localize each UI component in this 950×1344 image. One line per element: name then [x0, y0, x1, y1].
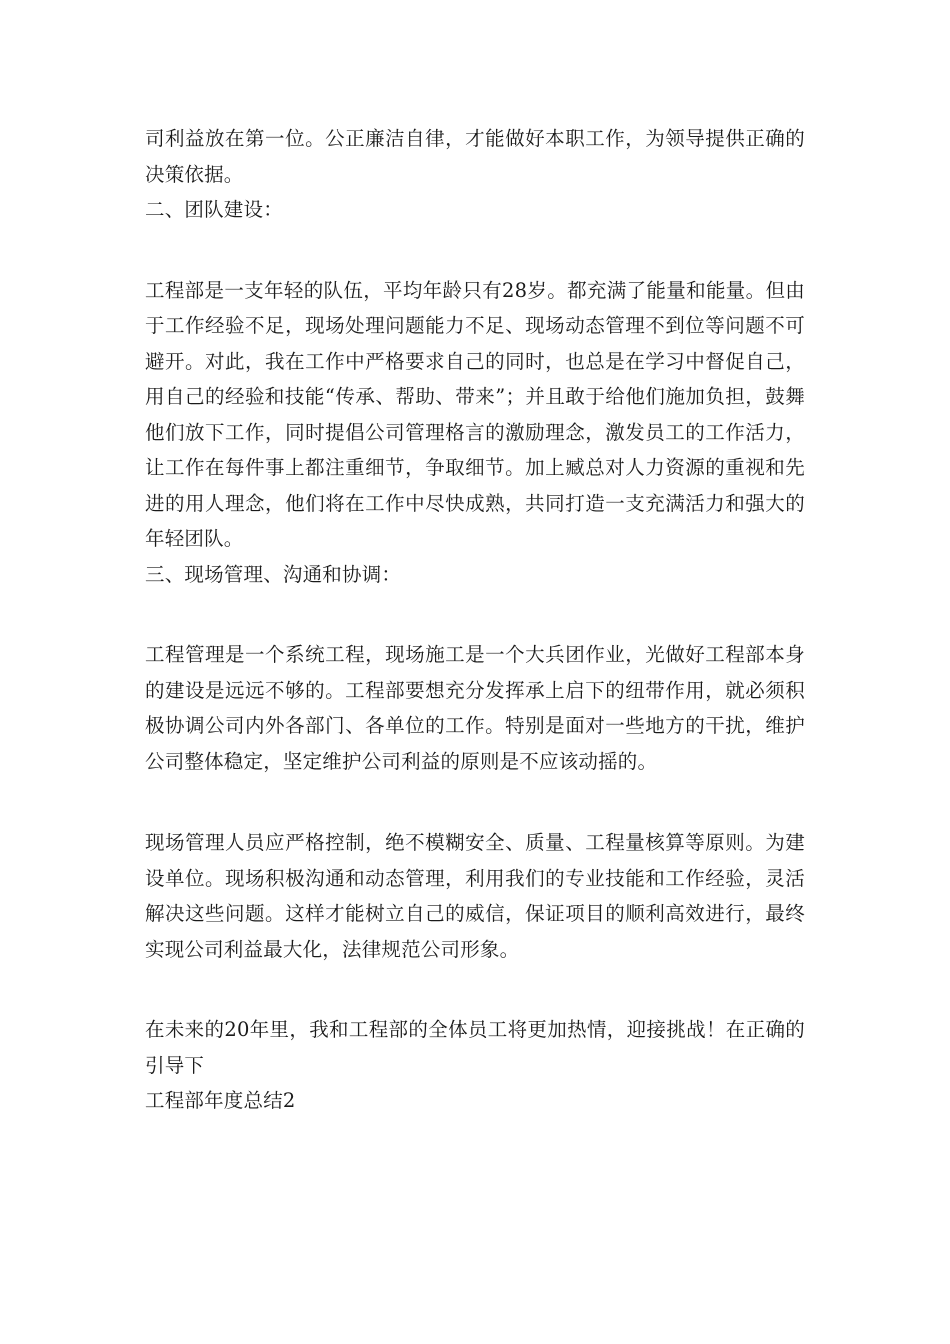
document-subtitle-summary-2: 工程部年度总结2	[145, 1089, 296, 1112]
paragraph-team-building: 工程部是一支年轻的队伍，平均年龄只有28岁。都充满了能量和能量。但由于工作经验不足，现场处理问题能力不足、现场动态管理不到位等问题不可避开。对此，我在工作中严格要求自己的同时，也总是在学习中督促自己，用自己的经验和技能“传承、帮助、带来”；并且敢于给他们施加负担，鼓舞他们放下工作，同时提倡公司管理格言的激励理念，激发员工的工作活力，让工作在每件事上都注重细节，争取细节。加上臧总对人力资源的重视和先进的用人理念，他们将在工作中尽快成熟，共同打造一支充满活力和强大的年轻团队。	[145, 278, 805, 550]
document-page	[145, 121, 805, 1119]
paragraph-intro-continuation: 司利益放在第一位。公正廉洁自律，才能做好本职工作，为领导提供正确的决策依据。	[145, 127, 805, 186]
section-heading-site-management: 三、现场管理、沟通和协调：	[145, 562, 402, 586]
paragraph-future-outlook: 在未来的20年里，我和工程部的全体员工将更加热情，迎接挑战！在正确的引导下	[145, 1018, 805, 1077]
paragraph-site-management: 工程管理是一个系统工程，现场施工是一个大兵团作业，光做好工程部本身的建设是远远不够的。工程部要想充分发挥承上启下的纽带作用，就必须积极协调公司内外各部门、各单位的工作。特别是面对一些地方的干扰，维护公司整体稳定，坚定维护公司利益的原则是不应该动摇的。	[145, 643, 805, 773]
section-heading-team-building: 二、团队建设：	[145, 198, 283, 221]
paragraph-site-control: 现场管理人员应严格控制，绝不模糊安全、质量、工程量核算等原则。为建设单位。现场积极沟通和动态管理，利用我们的专业技能和工作经验，灵活解决这些问题。这样才能树立自己的威信，保证项目的顺利高效进行，最终实现公司利益最大化，法律规范公司形象。	[145, 831, 805, 961]
